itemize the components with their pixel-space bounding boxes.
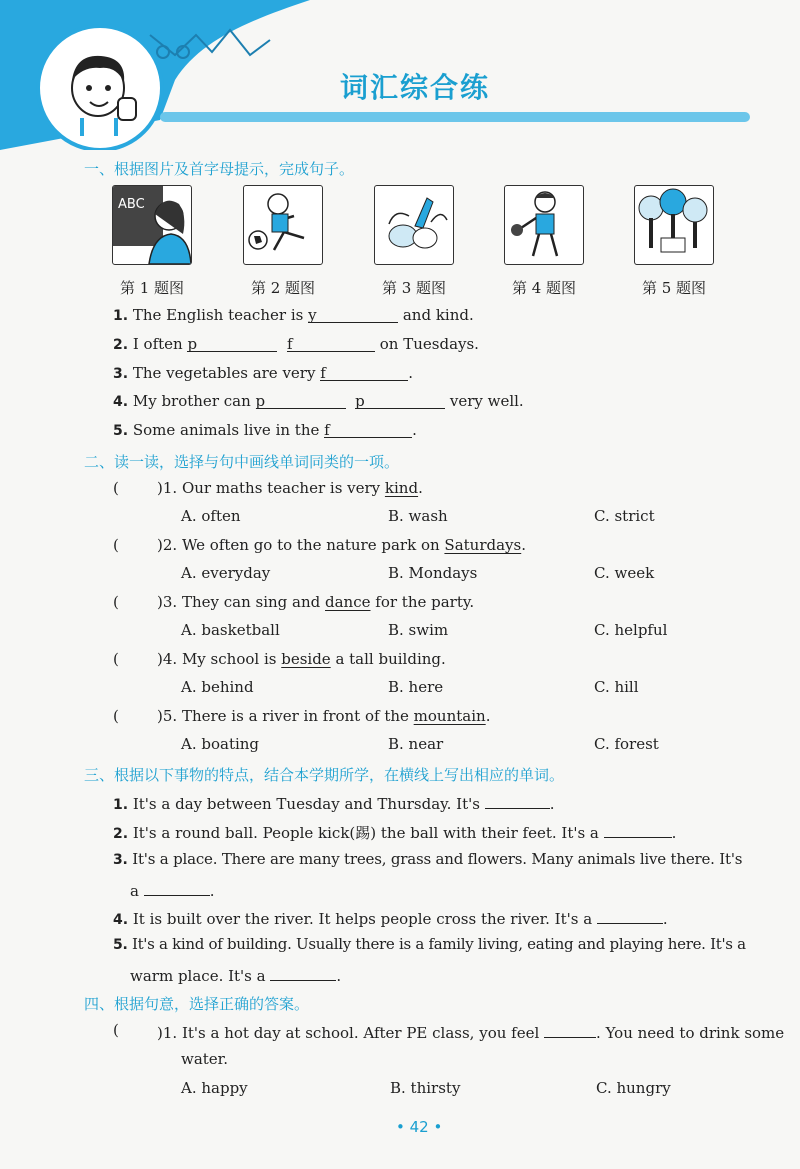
picture-2-caption: 第 2 题图	[250, 279, 316, 297]
option-b[interactable]: B. near	[388, 735, 444, 753]
answer-paren[interactable]: (	[113, 479, 119, 497]
option-a[interactable]: A. basketball	[181, 621, 280, 639]
s1-item-3: 3. The vegetables are very f .	[113, 364, 414, 382]
s2-question-5: )5. There is a river in front of the mountain.	[157, 707, 491, 725]
section3-heading: 三、根据以下事物的特点，结合本学期所学，在横线上写出相应的单词。	[84, 766, 565, 784]
answer-blank[interactable]	[485, 792, 550, 809]
header-divider	[160, 112, 750, 122]
answer-blank[interactable]	[270, 964, 336, 981]
cartoon-boy-thumbs-up	[56, 48, 146, 136]
option-c[interactable]: C. hungry	[596, 1079, 671, 1097]
answer-blank[interactable]: f	[320, 364, 408, 381]
page-number: • 42 •	[396, 1118, 443, 1136]
option-b[interactable]: B. thirsty	[390, 1079, 461, 1097]
picture-2	[243, 185, 323, 298]
answer-paren[interactable]: (	[113, 593, 119, 611]
s1-item-2: 2. I often p f on Tuesdays.	[113, 335, 479, 353]
picture-1	[112, 185, 192, 298]
s3-item-5: 5. It's a kind of building. Usually there is a family living, eating and playing here. It's a	[113, 935, 746, 953]
answer-blank[interactable]	[144, 879, 210, 896]
picture-5-caption: 第 5 题图	[641, 279, 707, 297]
answer-paren[interactable]: (	[113, 536, 119, 554]
option-a[interactable]: A. boating	[181, 735, 260, 753]
answer-blank[interactable]: p	[187, 335, 277, 352]
option-c[interactable]: C. hill	[594, 678, 639, 696]
picture-4-caption: 第 4 题图	[511, 279, 577, 297]
answer-paren[interactable]: (	[113, 1021, 119, 1039]
answer-blank[interactable]	[544, 1021, 596, 1038]
teacher-illustration	[113, 186, 191, 264]
picture-5	[634, 185, 714, 298]
answer-paren[interactable]: (	[113, 707, 119, 725]
page-title: 词汇综合练	[340, 71, 491, 104]
option-a[interactable]: A. happy	[181, 1079, 248, 1097]
option-c[interactable]: C. strict	[594, 507, 655, 525]
s3-item-3-continued: a .	[130, 879, 215, 900]
option-c[interactable]: C. helpful	[594, 621, 668, 639]
option-c[interactable]: C. forest	[594, 735, 659, 753]
picture-row	[100, 185, 740, 305]
s4-question-1: )1. It's a hot day at school. After PE class, you feel . You need to drink some	[157, 1021, 784, 1042]
picture-1-caption: 第 1 题图	[119, 279, 185, 297]
s2-question-4: )4. My school is beside a tall building.	[157, 650, 446, 668]
option-b[interactable]: B. wash	[388, 507, 448, 525]
s2-question-3: )3. They can sing and dance for the party.	[157, 593, 475, 611]
answer-blank[interactable]: f	[324, 421, 412, 438]
s1-item-4: 4. My brother can p p very well.	[113, 392, 524, 410]
forest-illustration	[635, 186, 713, 264]
answer-blank[interactable]: f	[287, 335, 375, 352]
option-b[interactable]: B. Mondays	[388, 564, 478, 582]
section4-heading: 四、根据句意，选择正确的答案。	[84, 995, 310, 1013]
s3-item-5-continued: warm place. It's a .	[130, 964, 341, 985]
picture-3	[374, 185, 454, 298]
option-c[interactable]: C. week	[594, 564, 655, 582]
s4-question-1-continued: water.	[181, 1050, 228, 1068]
answer-blank[interactable]: p	[355, 392, 445, 409]
vegetables-illustration	[375, 186, 453, 264]
s3-item-1: 1. It's a day between Tuesday and Thursday. It's .	[113, 792, 555, 813]
abc-text: ABC	[118, 197, 145, 212]
picture-4	[504, 185, 584, 298]
answer-blank[interactable]: y	[308, 306, 398, 323]
s3-item-4: 4. It is built over the river. It helps people cross the river. It's a .	[113, 907, 668, 928]
s3-item-2: 2. It's a round ball. People kick(踢) the ball with their feet. It's a .	[113, 821, 676, 843]
picture-3-caption: 第 3 题图	[381, 279, 447, 297]
option-a[interactable]: A. often	[181, 507, 241, 525]
s2-question-2: )2. We often go to the nature park on Saturdays.	[157, 536, 526, 554]
s1-item-1: 1. The English teacher is y and kind.	[113, 306, 474, 324]
soccer-player-illustration	[244, 186, 322, 264]
answer-blank[interactable]	[604, 821, 672, 838]
answer-blank[interactable]	[597, 907, 663, 924]
section2-heading: 二、读一读，选择与句中画线单词同类的一项。	[84, 453, 400, 471]
s2-question-1: )1. Our maths teacher is very kind.	[157, 479, 423, 497]
option-a[interactable]: A. behind	[181, 678, 254, 696]
answer-paren[interactable]: (	[113, 650, 119, 668]
section1-heading: 一、根据图片及首字母提示，完成句子。	[84, 160, 355, 178]
option-b[interactable]: B. swim	[388, 621, 449, 639]
option-b[interactable]: B. here	[388, 678, 444, 696]
option-a[interactable]: A. everyday	[181, 564, 271, 582]
ping-pong-player-illustration	[505, 186, 583, 264]
answer-blank[interactable]: p	[256, 392, 346, 409]
s3-item-3: 3. It's a place. There are many trees, grass and flowers. Many animals live there. It's	[113, 850, 743, 868]
s1-item-5: 5. Some animals live in the f .	[113, 421, 417, 439]
